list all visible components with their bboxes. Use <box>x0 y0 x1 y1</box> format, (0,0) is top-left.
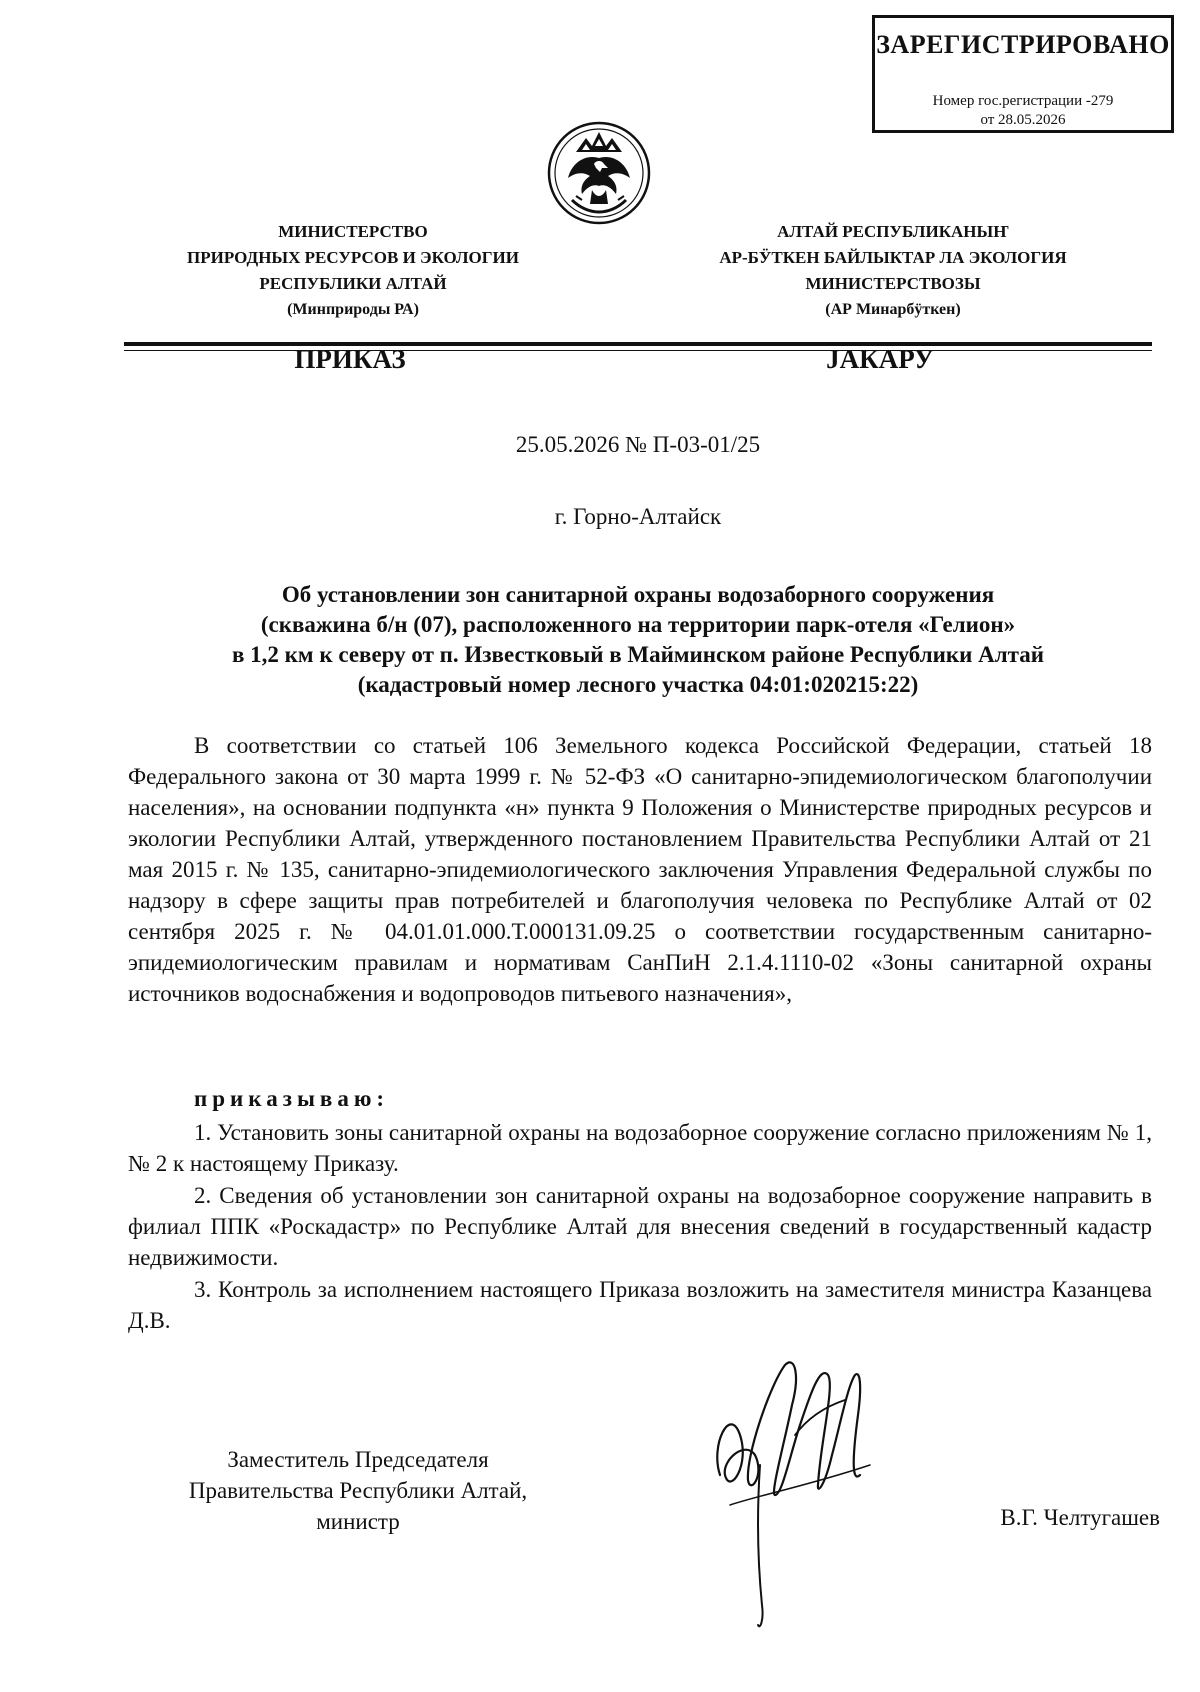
ministry-header-line: ПРИРОДНЫХ РЕСУРСОВ И ЭКОЛОГИИ <box>187 248 519 267</box>
ministry-header-line: РЕСПУБЛИКИ АЛТАЙ <box>259 274 447 293</box>
stamp-title: ЗАРЕГИСТРИРОВАНО <box>876 30 1170 59</box>
document-city: г. Горно-Алтайск <box>554 504 722 529</box>
signatory-position <box>128 1444 588 1537</box>
order-word: приказываю: <box>194 1086 390 1111</box>
title-line: в 1,2 км к северу от п. Известковый в Майминском районе Республики Алтай <box>232 642 1044 667</box>
registration-stamp <box>872 15 1174 133</box>
altai-republic-coat-of-arms-icon <box>546 120 652 226</box>
order-item-1: 1. Установить зоны санитарной охраны на водозаборное сооружение согласно приложениям № 1, № 2 к настоящему Приказу. <box>128 1120 1152 1176</box>
title-line: Об установлении зон санитарной охраны водозаборного сооружения <box>281 582 995 607</box>
signatory-position-line: министр <box>316 1509 400 1534</box>
document-date-number: 25.05.2026 № П-03-01/25 <box>515 432 761 457</box>
signatory-position-line: Заместитель Председателя <box>227 1447 489 1472</box>
ministry-header-russian <box>118 219 588 323</box>
title-line: (скважина б/н (07), расположенного на территории парк-отеля «Гелион» <box>260 612 1016 637</box>
title-line: (кадастровый номер лесного участка 04:01:020215:22) <box>357 672 919 697</box>
handwritten-signature <box>700 1345 910 1635</box>
document-type-altai: ЈАКАРУ <box>826 344 934 374</box>
ministry-short-name: (АР Минарбӱткен) <box>825 301 961 318</box>
document-type-russian: ПРИКАЗ <box>294 344 406 374</box>
ministry-header-line: МИНИСТЕРСТВО <box>278 222 428 241</box>
signatory-name: В.Г. Челтугашев <box>1000 1505 1160 1530</box>
ministry-short-name: (Минприроды РА) <box>287 301 419 318</box>
signatory-position-line: Правительства Республики Алтай, <box>188 1478 528 1503</box>
preamble-paragraph: В соответствии со статьей 106 Земельного кодекса Российской Федерации, статьей 18 Федерального закона от 30 марта 1999 г. № 52-ФЗ «О санитарно-эпидемиологическом благополучии населения», на основании подпункта «н» пункта 9 Положения о Министерстве природных ресурсов и экологии Республики Алтай, утвержденного постановлением Правительства Республики Алтай от 21 мая 2015 г. № 135, санитарно-эпидемиологического заключения Управления Федеральной службы по надзору в сфере защиты прав потребителей и благополучия человека по Республике Алтай от 02 сентября 2025 г. № 04.01.01.000.Т.000131.09.25 о соответствии государственным санитарно-эпидемиологическим правилам и нормативам СанПиН 2.1.4.1110-02 «Зоны санитарной охраны источников водоснабжения и водопроводов питьевого назначения», <box>128 733 1152 1006</box>
ministry-header-line: МИНИСТЕРСТВОЗЫ <box>805 274 981 293</box>
document-title <box>124 580 1152 700</box>
stamp-reg-number: Номер гос.регистрации -279 <box>932 93 1114 109</box>
ministry-header-line: АР-БӰТКЕН БАЙЛЫКТАР ЛА ЭКОЛОГИЯ <box>719 248 1067 267</box>
stamp-reg-date: от 28.05.2026 <box>980 112 1066 128</box>
ministry-header-altai <box>658 219 1128 323</box>
ministry-header-line: АЛТАЙ РЕСПУБЛИКАНЫҤ <box>777 222 1009 241</box>
order-item-2: 2. Сведения об установлении зон санитарной охраны на водозаборное сооружение направить в филиал ППК «Роскадастр» по Республике Алтай для внесения сведений в государственный кадастр недвижимости. <box>128 1183 1152 1270</box>
order-item-3: 3. Контроль за исполнением настоящего Приказа возложить на заместителя министра Казанцева Д.В. <box>128 1277 1152 1333</box>
